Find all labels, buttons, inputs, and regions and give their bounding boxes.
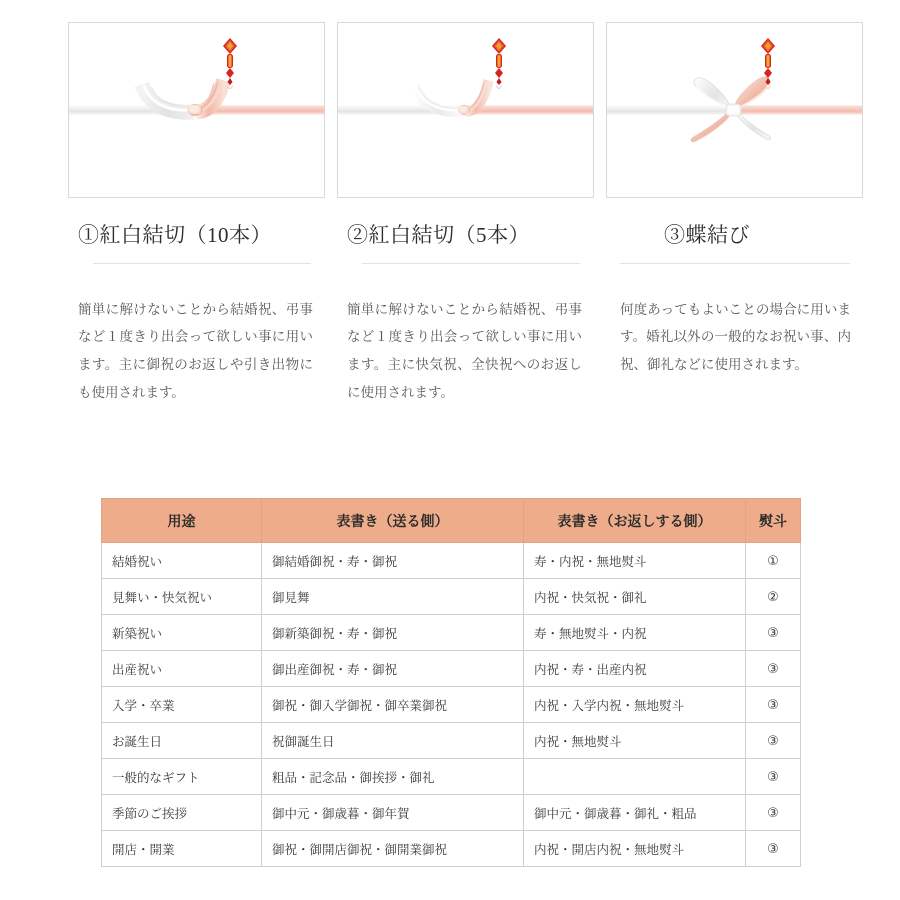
table-row [102,651,801,687]
cell-return: 寿・内祝・無地熨斗 [524,543,746,579]
cell-send: 御見舞 [262,579,524,615]
noshi-title-2: ②紅白結切（5本） [347,223,530,247]
table-row [102,687,801,723]
cell-noshi: ③ [746,615,801,651]
mizuhiki-band-red [466,106,594,115]
table-header-use: 用途 [102,499,262,543]
noshi-image-kouhaku-musubikiri-10[interactable] [68,22,325,198]
cell-return: 寿・無地熨斗・内祝 [524,615,746,651]
table-row [102,795,801,831]
cell-send: 御新築御祝・寿・御祝 [262,615,524,651]
table-row [102,579,801,615]
noshi-description-1: 簡単に解けないことから結婚祝、弔事など１度きり出会って欲しい事に用います。主に御祝のお返しや引き出物にも使用されます。 [78,301,313,400]
cell-noshi: ③ [746,723,801,759]
cell-noshi: ③ [746,759,801,795]
mizuhiki-band-red [197,106,325,115]
table-row [102,723,801,759]
cell-noshi: ③ [746,651,801,687]
cell-use: 結婚祝い [102,543,262,579]
cell-return: 内祝・快気祝・御礼 [524,579,746,615]
title-divider-2 [362,263,580,264]
table-row [102,759,801,795]
cell-send: 御中元・御歳暮・御年賀 [262,795,524,831]
table-row [102,615,801,651]
mizuhiki-band-white [607,106,735,115]
cell-return: 内祝・開店内祝・無地熨斗 [524,831,746,867]
cell-noshi: ① [746,543,801,579]
table-body [102,543,801,867]
noshi-description-column-1 [68,282,325,420]
noshi-ornament-icon [759,37,777,89]
table-header-send: 表書き（送る側） [262,499,524,543]
cell-noshi: ③ [746,831,801,867]
mizuhiki-band-red [735,106,863,115]
noshi-card-column-2 [337,22,594,198]
mizuhiki-band [607,106,862,115]
cell-noshi: ③ [746,687,801,723]
cell-send: 御祝・御開店御祝・御開業御祝 [262,831,524,867]
cell-return: 内祝・入学内祝・無地熨斗 [524,687,746,723]
table-row [102,831,801,867]
noshi-card-gallery [0,0,900,198]
noshi-image-kouhaku-musubikiri-5[interactable] [337,22,594,198]
cell-use: 見舞い・快気祝い [102,579,262,615]
cell-use: 一般的なギフト [102,759,262,795]
table-header-return: 表書き（お返しする側） [524,499,746,543]
noshi-image-chou-musubi[interactable] [606,22,863,198]
cell-use: 開店・開業 [102,831,262,867]
cell-use: 出産祝い [102,651,262,687]
cell-send: 御祝・御入学御祝・御卒業御祝 [262,687,524,723]
noshi-title-column-3 [606,222,863,264]
noshi-usage-table [101,498,801,867]
cell-return: 内祝・寿・出産内祝 [524,651,746,687]
noshi-description-2: 簡単に解けないことから結婚祝、弔事など１度きり出会って欲しい事に用います。主に快気祝、全快祝へのお返しに使用されます。 [347,301,582,400]
cell-send: 御結婚御祝・寿・御祝 [262,543,524,579]
cell-send: 粗品・記念品・御挨拶・御礼 [262,759,524,795]
cell-use: 入学・卒業 [102,687,262,723]
noshi-description-column-3 [606,282,863,420]
table-header-row [102,499,801,543]
cell-return: 内祝・無地熨斗 [524,723,746,759]
title-divider-3 [620,263,850,264]
noshi-ornament-icon [221,37,239,89]
mizuhiki-band [338,106,593,115]
noshi-description-3: 何度あってもよいことの場合に用います。婚礼以外の一般的なお祝い事、内祝、御礼などに使用されます。 [620,301,851,373]
cell-use: 季節のご挨拶 [102,795,262,831]
noshi-card-column-1 [68,22,325,198]
mizuhiki-band-white [338,106,466,115]
noshi-usage-table-wrapper [101,498,800,867]
noshi-title-column-1 [68,222,325,264]
cell-return: 御中元・御歳暮・御礼・粗品 [524,795,746,831]
table-row [102,543,801,579]
cell-send: 祝御誕生日 [262,723,524,759]
noshi-title-3: ③蝶結び [664,223,750,247]
cell-return [524,759,746,795]
cell-noshi: ② [746,579,801,615]
cell-send: 御出産御祝・寿・御祝 [262,651,524,687]
noshi-ornament-icon [490,37,508,89]
table-header-noshi: 熨斗 [746,499,801,543]
title-divider-1 [93,263,311,264]
noshi-card-column-3 [606,22,863,198]
mizuhiki-band [69,106,324,115]
cell-use: 新築祝い [102,615,262,651]
noshi-descriptions-row [0,264,900,420]
cell-noshi: ③ [746,795,801,831]
noshi-title-column-2 [337,222,594,264]
noshi-title-1: ①紅白結切（10本） [78,223,272,247]
mizuhiki-band-white [69,106,197,115]
cell-use: お誕生日 [102,723,262,759]
noshi-description-column-2 [337,282,594,420]
noshi-titles-row [0,198,900,264]
